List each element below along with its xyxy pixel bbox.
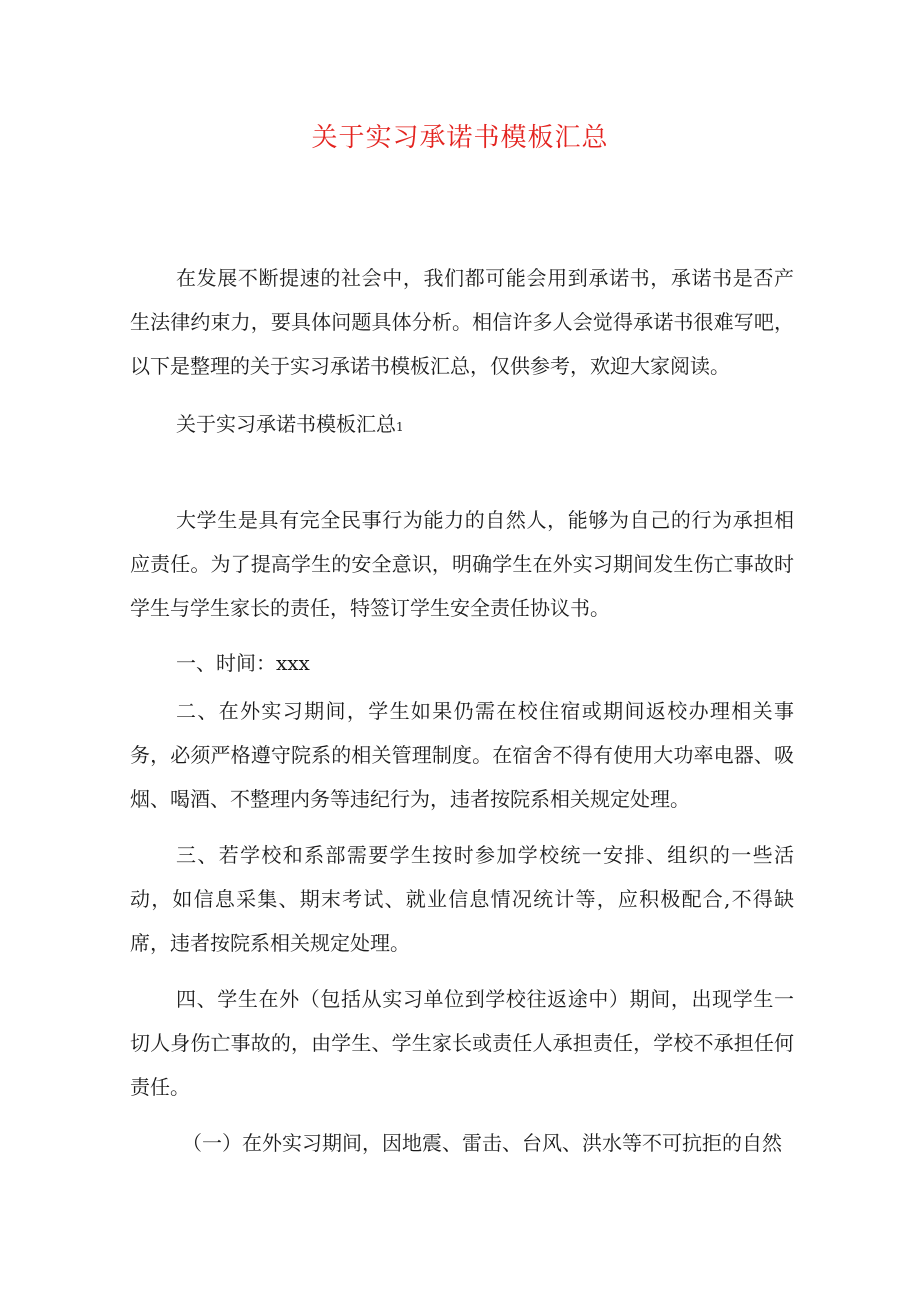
paragraph-6: （一）在外实习期间，因地震、雷击、台风、洪水等不可抗拒的自然 [182,1131,782,1155]
paragraph-4: 三、若学校和系部需要学生按时参加学校统一安排、组织的一些活动，如信息采集、期末考试、就业信息情况统计等，应积极配合,不得缺席，违者按院系相关规定处理。 [130,843,794,955]
document-title: 关于实习承诺书模板汇总 [311,123,609,153]
intro-paragraph: 在发展不断提速的社会中，我们都可能会用到承诺书，承诺书是否产生法律约束力，要具体问题具体分析。相信许多人会觉得承诺书很难写吧，以下是整理的关于实习承诺书模板汇总，仅供参考，欢迎大家阅读。 [130,266,794,378]
section-number: 1 [396,420,404,434]
paragraph-3: 二、在外实习期间，学生如果仍需在校住宿或期间返校办理相关事务，必须严格遵守院系的相关管理制度。在宿舍不得有使用大功率电器、吸烟、喝酒、不整理内务等违纪行为，违者按院系相关规定处理。 [130,699,794,811]
paragraph-2: 一、时间：xxx [176,651,310,675]
paragraph-5: 四、学生在外（包括从实习单位到学校往返途中）期间，出现学生一切人身伤亡事故的，由学生、学生家长或责任人承担责任，学校不承担任何责任。 [130,987,794,1099]
section-heading [176,402,404,449]
paragraph-1: 大学生是具有完全民事行为能力的自然人，能够为自己的行为承担相应责任。为了提高学生的安全意识，明确学生在外实习期间发生伤亡事故时学生与学生家长的责任，特签订学生安全责任协议书。 [130,508,794,620]
section-heading-text: 关于实习承诺书模板汇总 [176,412,396,436]
